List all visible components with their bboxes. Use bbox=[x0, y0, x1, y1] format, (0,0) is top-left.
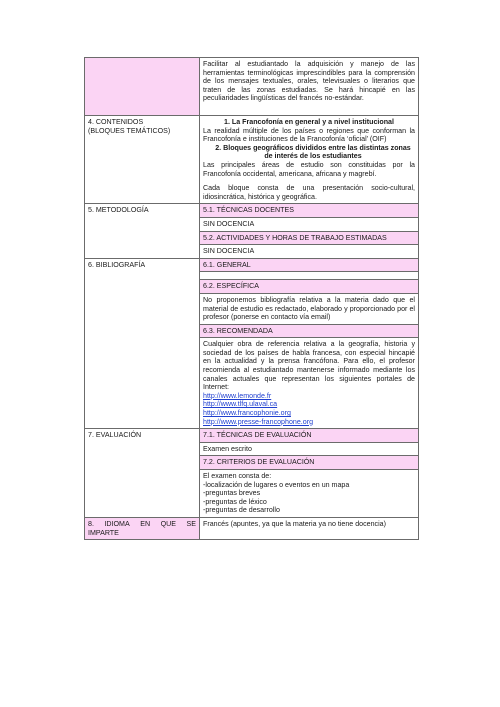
list-item: -localización de lugares o eventos en un mapa bbox=[203, 480, 350, 489]
link-presse-francophone[interactable]: http://www.presse-francophone.org bbox=[203, 417, 314, 426]
objectives-text: Facilitar al estudiantado la adquisición y manejo de las herramientas terminológicas imprescindibles para la comprensión de los mensajes textuales, orales, televisuales o literarios que traten de las zonas estudiadas. Se hará hincapié en las peculiaridades lingüísticas del francés no-estándar. bbox=[200, 58, 419, 116]
actividades-value: SIN DOCENCIA bbox=[200, 245, 419, 259]
idioma-word: SE bbox=[186, 519, 196, 528]
tecnicas-docentes-value: SIN DOCENCIA bbox=[200, 217, 419, 231]
block1-title: 1. La Francofonía en general y a nivel institucional bbox=[224, 118, 394, 126]
link-tlfq[interactable]: http://www.tlfq.ulaval.ca bbox=[203, 400, 278, 409]
objectives-row bbox=[85, 58, 419, 116]
metodologia-label: 5. METODOLOGÍA bbox=[85, 204, 200, 258]
block-note: Cada bloque consta de una presentación socio-cultural, idiosincrática, histórica y geográfica. bbox=[203, 184, 415, 201]
idioma-label-line2: IMPARTE bbox=[88, 528, 119, 537]
bibliografia-label: 6. BIBLIOGRAFÍA bbox=[85, 258, 200, 429]
idioma-value: Francés (apuntes, ya que la materia ya no tiene docencia) bbox=[200, 517, 419, 539]
tecnicas-docentes-heading: 5.1. TÉCNICAS DOCENTES bbox=[200, 204, 419, 218]
actividades-heading: 5.2. ACTIVIDADES Y HORAS DE TRABAJO ESTIMADAS bbox=[200, 231, 419, 245]
block2-title: 2. Bloques geográficos divididos entre las distintas zonas de interés de los estudiantes bbox=[215, 143, 411, 161]
idioma-word: 8. bbox=[88, 519, 94, 528]
metodologia-header-row bbox=[85, 204, 419, 218]
idioma-row bbox=[85, 517, 419, 539]
criterios-cell bbox=[200, 470, 419, 518]
idioma-label bbox=[85, 517, 200, 539]
block1-text: La realidad múltiple de los países o regiones que conforman la Francofonía e instituciones de la Francofonía ‘oficial’ (OIF) bbox=[203, 126, 415, 144]
bib-especifica-value: No proponemos bibliografía relativa a la materia dado que el material de estudio es redactado, elaborado y proporcionado por el profesor (ponerse en contacto vía email) bbox=[200, 293, 419, 324]
objectives-label-cell bbox=[85, 58, 200, 116]
evaluacion-label: 7. EVALUACIÓN bbox=[85, 429, 200, 518]
block2-text: Las principales áreas de estudio son constituidas por la Francofonía occidental, americana, africana y magrebí. bbox=[203, 160, 415, 178]
idioma-word: IDIOMA bbox=[104, 519, 130, 528]
bib-general-value bbox=[200, 272, 419, 280]
list-item: -preguntas de léxico bbox=[203, 497, 267, 506]
bib-general-heading: 6.1. GENERAL bbox=[200, 258, 419, 272]
tecnicas-evaluacion-value: Examen escrito bbox=[200, 442, 419, 456]
contenidos-content bbox=[200, 116, 419, 204]
list-item: -preguntas breves bbox=[203, 489, 261, 498]
criterios-heading: 7.2. CRITERIOS DE EVALUACIÓN bbox=[200, 456, 419, 470]
course-syllabus-table bbox=[84, 57, 419, 540]
link-lemonde[interactable]: http://www.lemonde.fr bbox=[203, 391, 272, 400]
contenidos-label-line2: (BLOQUES TEMÁTICOS) bbox=[88, 126, 171, 135]
bib-recomendada-heading: 6.3. RECOMENDADA bbox=[200, 324, 419, 338]
bib-recomendada-text: Cualquier obra de referencia relativa a la geografía, historia y sociedad de los países de habla francesa, con especial hincapié en la actualidad y la prensa francófona. Para ello, el profesor recomienda al estudiantado mantenerse informado mediante los canales actuales que representan los siguientes portales de Internet: bbox=[203, 340, 415, 392]
idioma-label-line1 bbox=[88, 520, 196, 529]
idioma-word: EN bbox=[140, 519, 151, 528]
idioma-word: QUE bbox=[160, 519, 176, 528]
tecnicas-evaluacion-heading: 7.1. TÉCNICAS DE EVALUACIÓN bbox=[200, 429, 419, 443]
evaluacion-header-row bbox=[85, 429, 419, 443]
bib-recomendada-cell bbox=[200, 338, 419, 429]
bibliografia-header-row bbox=[85, 258, 419, 272]
criterios-list bbox=[203, 481, 415, 515]
contenidos-label bbox=[85, 116, 200, 204]
contenidos-label-line1: 4. CONTENIDOS bbox=[88, 118, 144, 126]
link-francophonie[interactable]: http://www.francophonie.org bbox=[203, 409, 291, 418]
bib-especifica-heading: 6.2. ESPECÍFICA bbox=[200, 280, 419, 294]
contenidos-row bbox=[85, 116, 419, 204]
list-item: -preguntas de desarrollo bbox=[203, 506, 280, 515]
criterios-intro: El examen consta de: bbox=[203, 472, 272, 480]
